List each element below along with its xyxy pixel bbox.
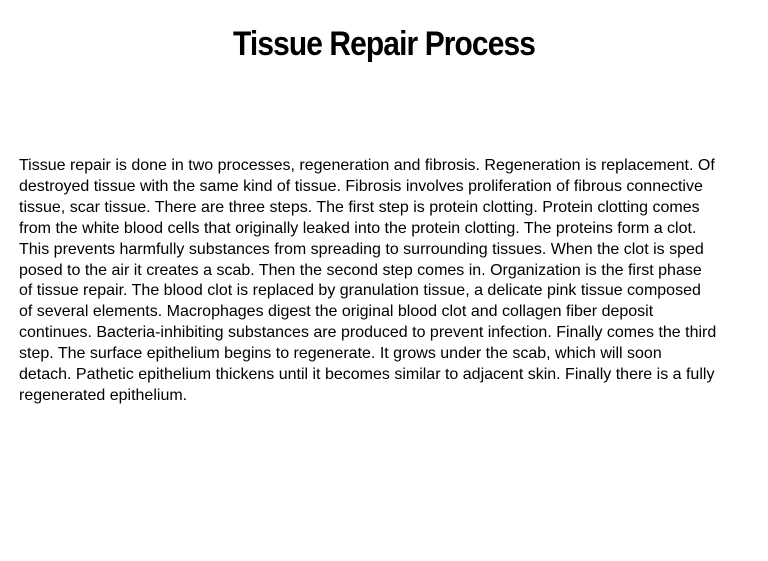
- body-line: from the white blood cells that originally leaked into the protein clotting. The proteins form a clot.: [19, 219, 697, 237]
- body-line: regenerated epithelium.: [19, 386, 188, 404]
- body-line: posed to the air it creates a scab. Then the second step comes in. Organization is the first phase: [19, 261, 702, 279]
- body-line: detach. Pathetic epithelium thickens until it becomes similar to adjacent skin. Finally there is a fully: [19, 366, 715, 384]
- slide-title: Tissue Repair Process: [233, 25, 535, 63]
- body-line: destroyed tissue with the same kind of tissue. Fibrosis involves proliferation of fibrous connective: [19, 177, 703, 195]
- body-line: Tissue repair is done in two processes, regeneration and fibrosis. Regeneration is replacement. Of: [19, 157, 715, 174]
- body-line: of tissue repair. The blood clot is replaced by granulation tissue, a delicate pink tissue composed: [19, 282, 701, 300]
- body-line: continues. Bacteria-inhibiting substances are produced to prevent infection. Finally comes the third: [19, 324, 717, 342]
- body-paragraph: [19, 156, 754, 407]
- body-line: of several elements. Macrophages digest the original blood clot and collagen fiber deposit: [19, 303, 654, 321]
- body-line: tissue, scar tissue. There are three steps. The first step is protein clotting. Protein clotting comes: [19, 198, 700, 216]
- body-line: This prevents harmfully substances from spreading to surrounding tissues. When the clot is sped: [19, 240, 704, 258]
- body-line: step. The surface epithelium begins to regenerate. It grows under the scab, which will soon: [19, 345, 662, 363]
